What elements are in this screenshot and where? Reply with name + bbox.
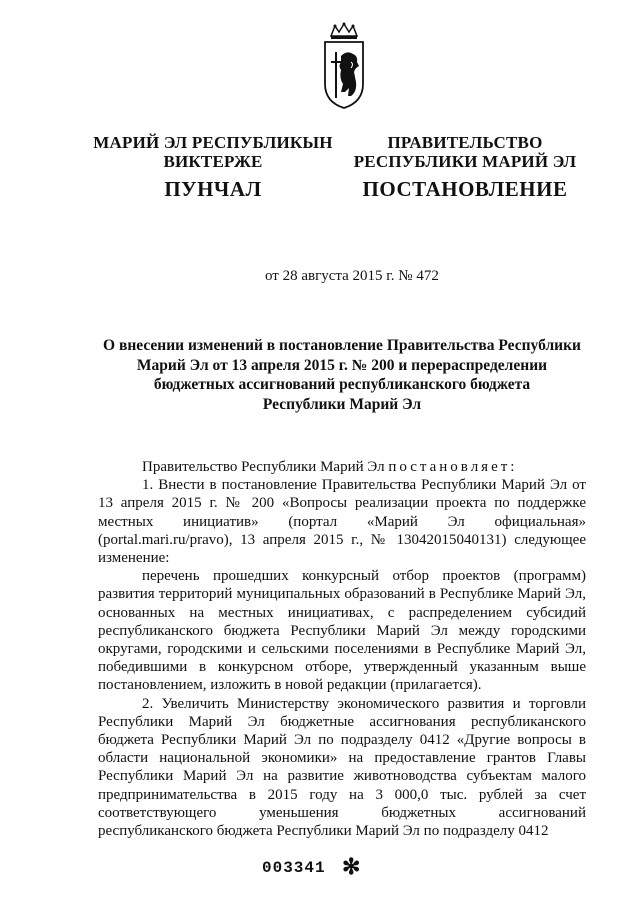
header-left-line1: МАРИЙ ЭЛ РЕСПУБЛИКЫН [93,133,333,152]
star-icon: ✻ [342,854,361,879]
title-line-2: Марий Эл от 13 апреля 2015 г. № 200 и перераспределении [136,356,548,374]
document-body [98,458,586,840]
intro-paragraph [98,458,586,476]
header-left-line2: ВИКТЕРЖЕ [163,152,263,171]
paragraph-list: перечень прошедших конкурсный отбор проектов (программ) развития территорий муниципальных образований в Республике Марий Эл, основанных на местных инициативах, с распределением субсидий республиканского бюджета Республики Марий Эл между городскими округами, городскими и сельскими поселениями в Республике Марий Эл, победившими в конкурсном отборе, утвержденный указанным выше постановлением, изложить в новой редакции (прилагается). [98,568,586,694]
doc-type-left: ПУНЧАЛ [164,177,262,201]
paragraph-1: 1. Внести в постановление Правительства Республики Марий Эл от 13 апреля 2015 г. № 200 «Вопросы реализации проекта по поддержке местных инициатив» (портал «Марий Эл официальная» (portal.mari.ru/pravo), 13 апреля 2015 г., № 13042015040131) следующее изменение: [98,477,586,567]
serial-number: 003341 [262,859,326,877]
header-right-line1: ПРАВИТЕЛЬСТВО [387,133,543,152]
header-left [88,133,338,171]
header-right [345,133,585,171]
doc-type-right: ПОСТАНОВЛЕНИЕ [362,177,568,201]
title-line-1: О внесении изменений в постановление Правительства Республики [103,337,581,354]
title-line-4: Республики Марий Эл [262,395,422,413]
date-number-line: от 28 августа 2015 г. № 472 [265,268,439,284]
title-line-3: бюджетных ассигнований республиканского бюджета [153,376,531,393]
document-title [100,336,584,414]
intro-prefix: Правительство Республики Марий Эл [142,459,389,475]
intro-keyword: постановляет: [388,459,518,475]
coat-of-arms-icon [321,22,367,110]
paragraph-2: 2. Увеличить Министерству экономического развития и торговли Республики Марий Эл бюджетные ассигнования республиканского бюджета Республики Марий Эл по подразделу 0412 «Другие вопросы в области национальной экономики» на предоставление грантов Главы Республики Марий Эл на развитие животноводства субъектам малого предпринимательства в 2015 году на 3 000,0 тыс. рублей за счет соответствующего уменьшения бюджетных ассигнований республиканского бюджета Республики Марий Эл по подразделу 0412 [98,695,586,840]
header-right-line2: РЕСПУБЛИКИ МАРИЙ ЭЛ [353,152,577,171]
